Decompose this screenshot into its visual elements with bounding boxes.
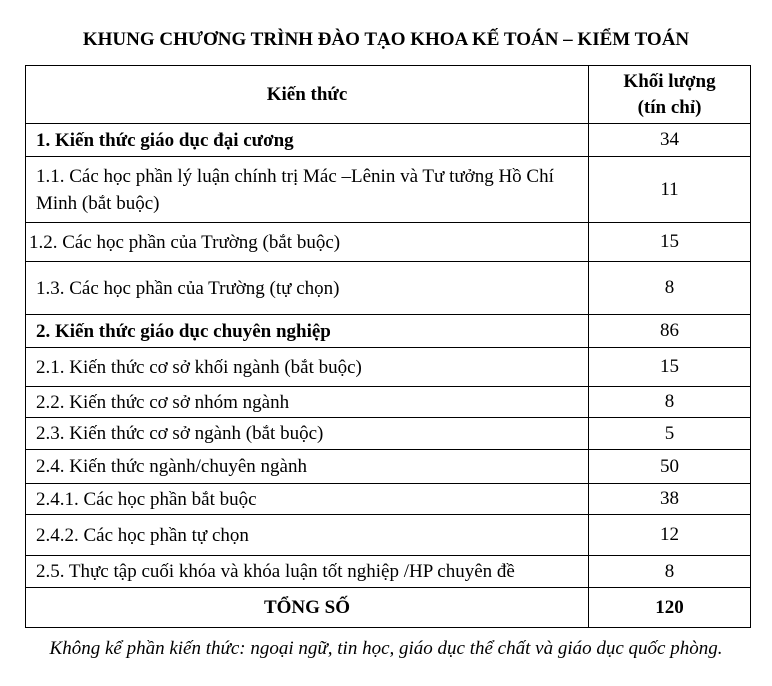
total-credits: 120 bbox=[589, 588, 751, 628]
row-credits: 8 bbox=[589, 556, 751, 588]
row-credits: 15 bbox=[589, 348, 751, 387]
row-label: 2.3. Kiến thức cơ sở ngành (bắt buộc) bbox=[26, 418, 589, 450]
table-row bbox=[26, 387, 751, 418]
table-row bbox=[26, 515, 751, 556]
row-label: 2.4. Kiến thức ngành/chuyên ngành bbox=[26, 450, 589, 484]
table-row bbox=[26, 556, 751, 588]
curriculum-table bbox=[25, 65, 751, 628]
table-row bbox=[26, 157, 751, 223]
row-label: 2.1. Kiến thức cơ sở khối ngành (bắt buộc) bbox=[26, 348, 589, 387]
header-credits bbox=[589, 66, 751, 124]
total-label: TỔNG SỐ bbox=[26, 588, 589, 628]
footnote: Không kể phần kiến thức: ngoại ngữ, tin học, giáo dục thể chất và giáo dục quốc phòng. bbox=[49, 638, 723, 659]
row-credits: 15 bbox=[589, 223, 751, 262]
row-credits: 38 bbox=[589, 484, 751, 515]
row-label: 2.4.1. Các học phần bắt buộc bbox=[26, 484, 589, 515]
table-header-row bbox=[26, 66, 751, 124]
row-credits: 50 bbox=[589, 450, 751, 484]
header-knowledge: Kiến thức bbox=[26, 66, 589, 124]
row-credits: 8 bbox=[589, 387, 751, 418]
table-row bbox=[26, 484, 751, 515]
table-total-row bbox=[26, 588, 751, 628]
row-label: 2.4.2. Các học phần tự chọn bbox=[26, 515, 589, 556]
row-label: 1.2. Các học phần của Trường (bắt buộc) bbox=[26, 223, 589, 262]
row-label: 2. Kiến thức giáo dục chuyên nghiệp bbox=[26, 315, 589, 348]
header-credits-line2: (tín chỉ) bbox=[637, 96, 702, 118]
table-row bbox=[26, 124, 751, 157]
table-row bbox=[26, 418, 751, 450]
header-credits-line1: Khối lượng bbox=[623, 70, 716, 92]
row-label: 2.5. Thực tập cuối khóa và khóa luận tốt nghiệp /HP chuyên đề bbox=[26, 556, 589, 588]
table-row bbox=[26, 450, 751, 484]
table-row bbox=[26, 315, 751, 348]
row-credits: 12 bbox=[589, 515, 751, 556]
document-title: KHUNG CHƯƠNG TRÌNH ĐÀO TẠO KHOA KẾ TOÁN – KIỂM TOÁN bbox=[82, 29, 690, 50]
table-row bbox=[26, 223, 751, 262]
row-credits: 8 bbox=[589, 262, 751, 315]
row-label: 1. Kiến thức giáo dục đại cương bbox=[26, 124, 589, 157]
table-row bbox=[26, 262, 751, 315]
row-credits: 5 bbox=[589, 418, 751, 450]
row-credits: 86 bbox=[589, 315, 751, 348]
table-row bbox=[26, 348, 751, 387]
row-credits: 11 bbox=[589, 157, 751, 223]
row-credits: 34 bbox=[589, 124, 751, 157]
row-label: 1.3. Các học phần của Trường (tự chọn) bbox=[26, 262, 589, 315]
row-label: 2.2. Kiến thức cơ sở nhóm ngành bbox=[26, 387, 589, 418]
row-label: 1.1. Các học phần lý luận chính trị Mác –Lênin và Tư tưởng Hồ Chí Minh (bắt buộc) bbox=[26, 157, 589, 223]
